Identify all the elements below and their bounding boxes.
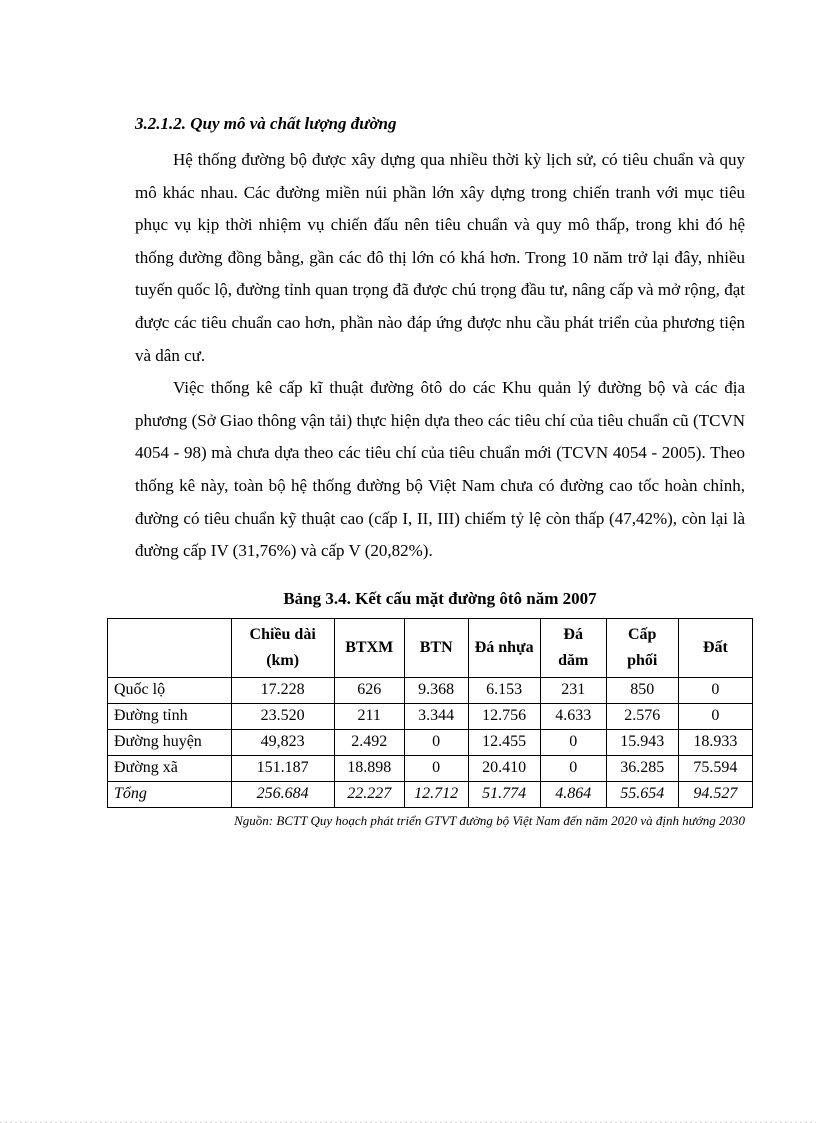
table-cell: 18.933 (678, 729, 752, 755)
paragraph-1: Hệ thống đường bộ được xây dựng qua nhiều thời kỳ lịch sử, có tiêu chuẩn và quy mô khác nhau. Các đường miền núi phần lớn xây dựng trong chiến tranh với mục tiêu phục vụ kịp thời nhiệm vụ chiến đấu nên tiêu chuẩn và quy mô thấp, trong khi đó hệ thống đường đồng bằng, gần các đô thị lớn có khá hơn. Trong 10 năm trở lại đây, nhiều tuyến quốc lộ, đường tỉnh quan trọng đã được chú trọng đầu tư, nâng cấp và mở rộng, đạt được các tiêu chuẩn cao hơn, phần nào đáp ứng được nhu cầu phát triển của phương tiện và dân cư. (135, 150, 745, 365)
table-cell: 36.285 (606, 755, 678, 781)
table-cell: 256.684 (231, 781, 334, 807)
table-cell: 15.943 (606, 729, 678, 755)
table-cell: 0 (540, 729, 606, 755)
table-cell: 18.898 (334, 755, 404, 781)
table-row (108, 755, 753, 781)
table-cell: 12.756 (468, 703, 540, 729)
table-row (108, 677, 753, 703)
row-label: Quốc lộ (108, 677, 232, 703)
row-label: Tổng (108, 781, 232, 807)
table-cell: 0 (678, 677, 752, 703)
table-cell: 4.633 (540, 703, 606, 729)
paragraph-2: Việc thống kê cấp kĩ thuật đường ôtô do các Khu quản lý đường bộ và các địa phương (Sở Giao thông vận tải) thực hiện dựa theo các tiêu chí của tiêu chuẩn cũ (TCVN 4054 - 98) mà chưa dựa theo các tiêu chí của tiêu chuẩn mới (TCVN 4054 - 2005). Theo thống kê này, toàn bộ hệ thống đường bộ Việt Nam chưa có đường cao tốc hoàn chỉnh, đường có tiêu chuẩn kỹ thuật cao (cấp I, II, III) chiếm tỷ lệ còn thấp (47,42%), còn lại là đường cấp IV (31,76%) và cấp V (20,82%). (135, 378, 745, 561)
header-cell: Đá nhựa (468, 618, 540, 677)
header-cell: Đá dăm (540, 618, 606, 677)
table-cell: 20.410 (468, 755, 540, 781)
row-label: Đường huyện (108, 729, 232, 755)
table-cell: 151.187 (231, 755, 334, 781)
table-cell: 2.576 (606, 703, 678, 729)
table-caption: Bảng 3.4. Kết cấu mặt đường ôtô năm 2007 (283, 588, 597, 608)
table-header-row (108, 618, 753, 677)
table-cell: 231 (540, 677, 606, 703)
header-cell: Cấp phối (606, 618, 678, 677)
table-row (108, 729, 753, 755)
table-row (108, 703, 753, 729)
table-cell: 55.654 (606, 781, 678, 807)
table-cell: 626 (334, 677, 404, 703)
document-body (114, 110, 745, 830)
table-cell: 12.455 (468, 729, 540, 755)
table-cell: 0 (540, 755, 606, 781)
table-cell: 850 (606, 677, 678, 703)
header-cell: BTN (404, 618, 468, 677)
header-cell: Chiều dài (km) (231, 618, 334, 677)
table-cell: 3.344 (404, 703, 468, 729)
table-cell: 12.712 (404, 781, 468, 807)
table-cell: 0 (404, 755, 468, 781)
pavement-table (107, 618, 753, 808)
header-cell: Đất (678, 618, 752, 677)
table-cell: 49,823 (231, 729, 334, 755)
table-cell: 94.527 (678, 781, 752, 807)
table-total-row (108, 781, 753, 807)
table-cell: 75.594 (678, 755, 752, 781)
table-cell: 23.520 (231, 703, 334, 729)
table-cell: 51.774 (468, 781, 540, 807)
table-cell: 0 (678, 703, 752, 729)
header-cell: BTXM (334, 618, 404, 677)
table-cell: 9.368 (404, 677, 468, 703)
row-label: Đường tỉnh (108, 703, 232, 729)
table-cell: 4.864 (540, 781, 606, 807)
header-cell (108, 618, 232, 677)
table-cell: 0 (404, 729, 468, 755)
table-cell: 22.227 (334, 781, 404, 807)
table-source-note: Nguồn: BCTT Quy hoạch phát triển GTVT đường bộ Việt Nam đến năm 2020 và định hướng 2030 (234, 812, 745, 828)
table-cell: 17.228 (231, 677, 334, 703)
table-cell: 6.153 (468, 677, 540, 703)
row-label: Đường xã (108, 755, 232, 781)
section-heading: 3.2.1.2. Quy mô và chất lượng đường (135, 114, 397, 133)
table-cell: 2.492 (334, 729, 404, 755)
table-cell: 211 (334, 703, 404, 729)
